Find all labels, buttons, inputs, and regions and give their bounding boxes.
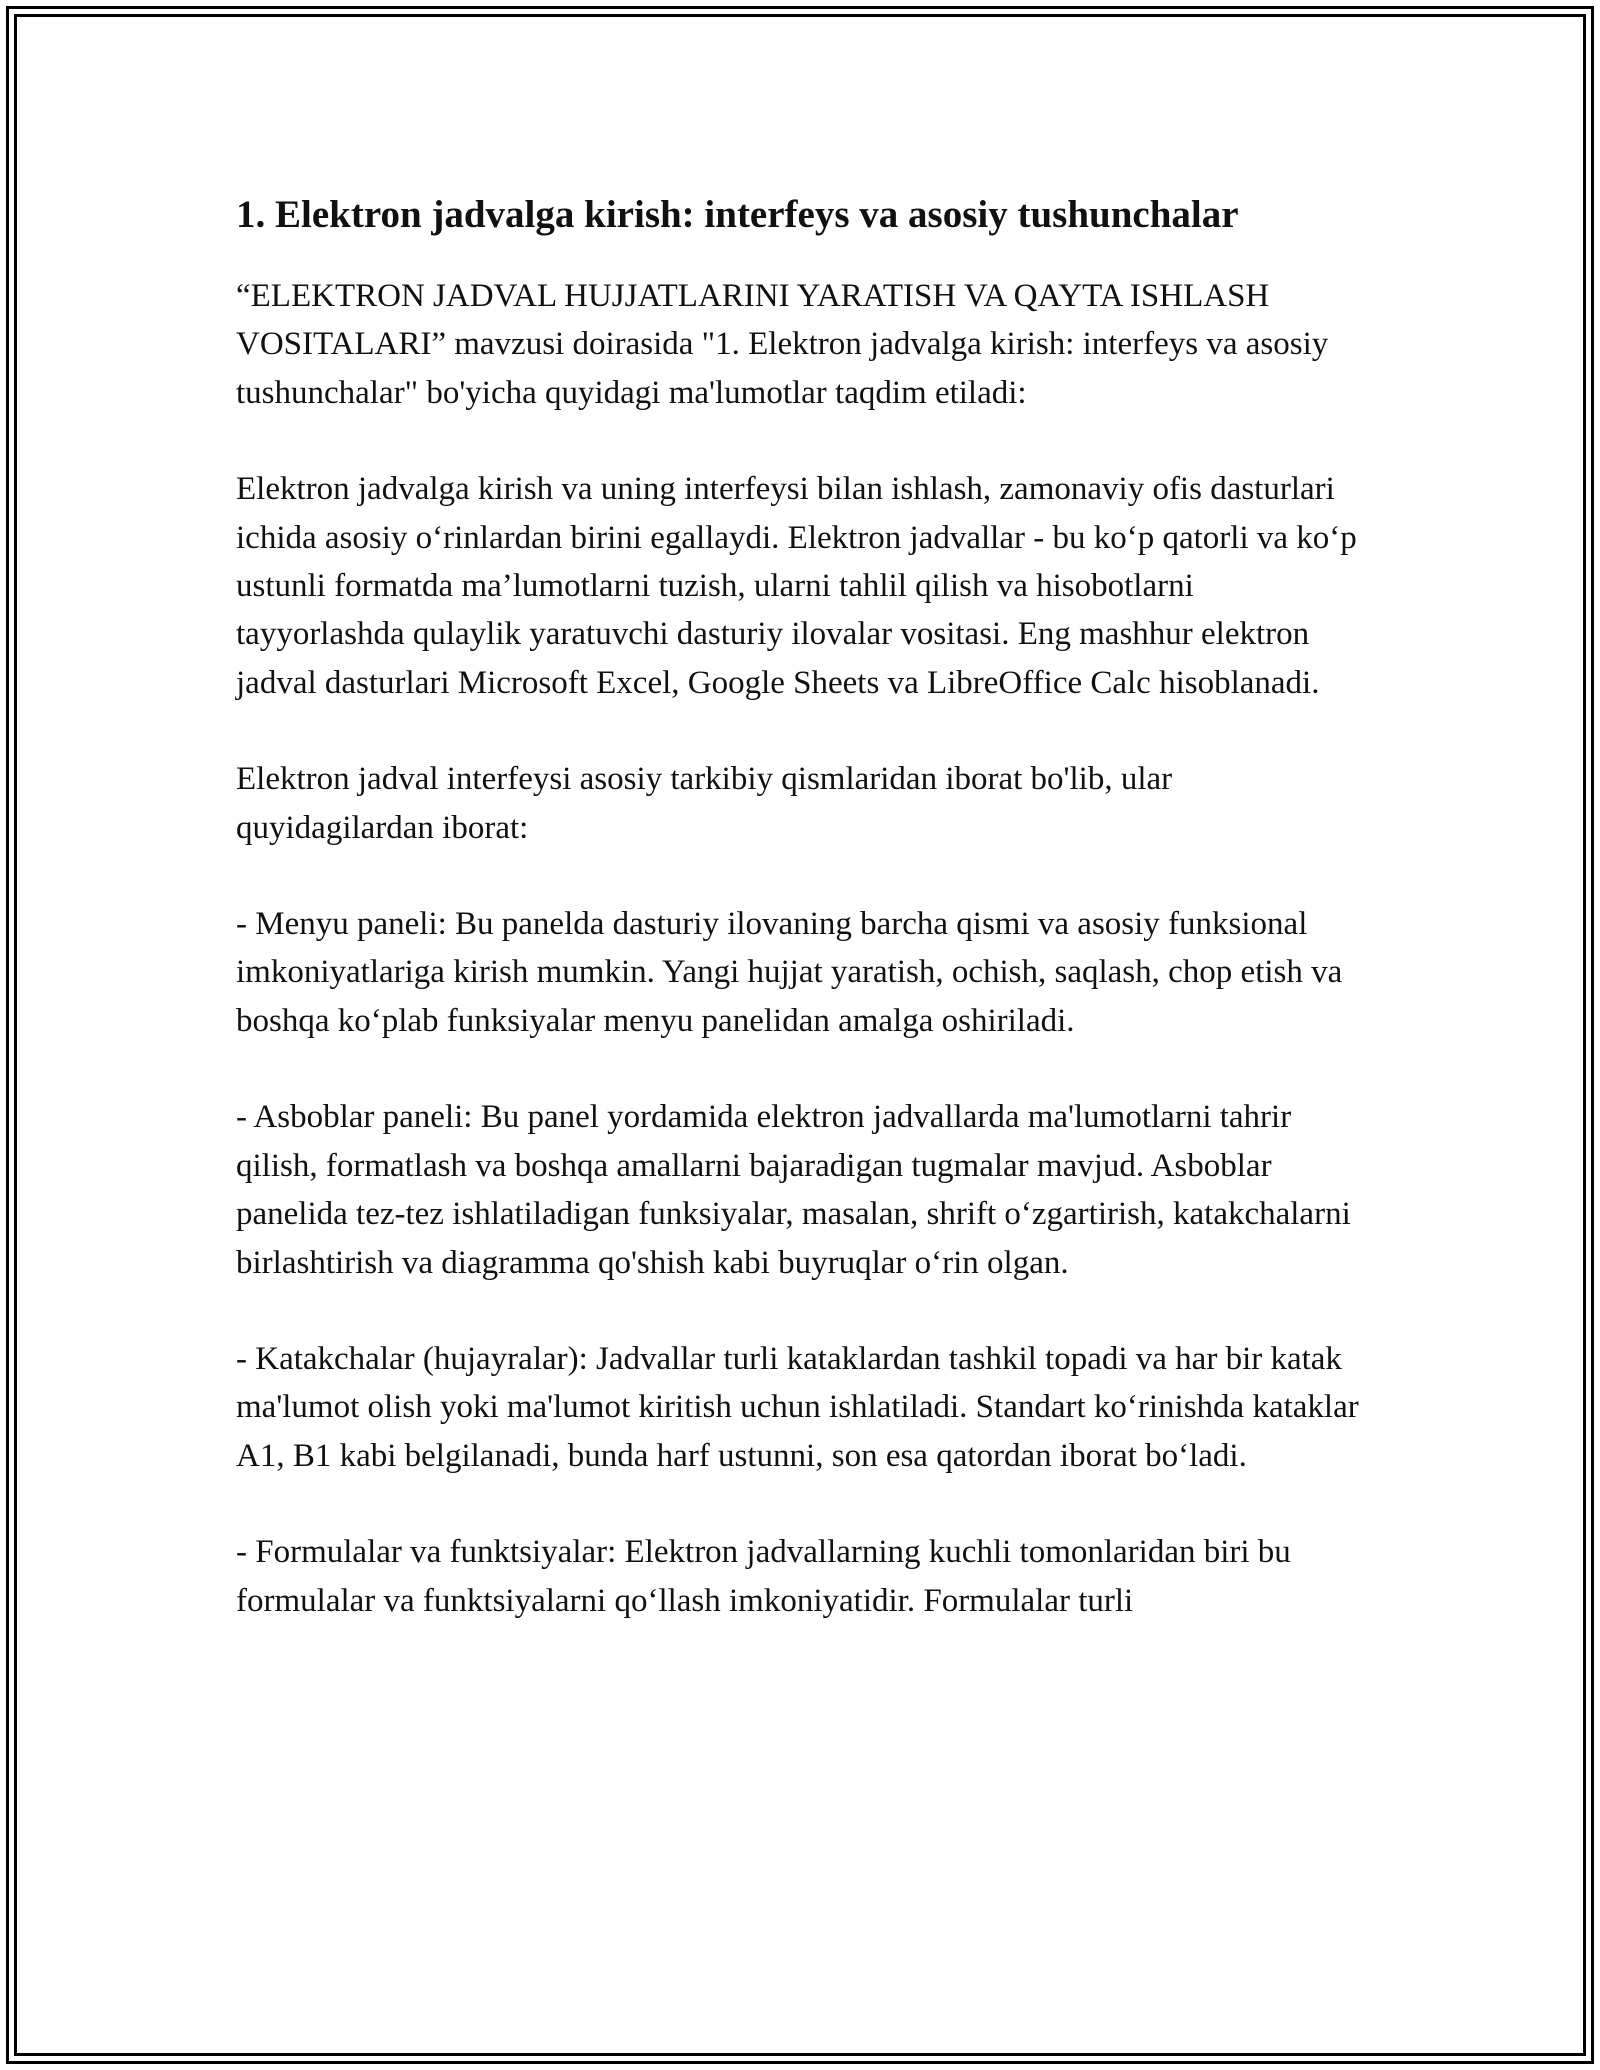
document-body (236, 188, 1366, 1673)
overview-paragraph: Elektron jadvalga kirish va uning interfeysi bilan ishlash, zamonaviy ofis dasturlari ichida asosiy o‘rinlardan birini egallaydi. Elektron jadvallar - bu ko‘p qatorli va ko‘p ustunli formatda ma’lumotlarni tuzish, ularni tahlil qilish va hisobotlarni tayyorlashda qulaylik yaratuvchi dasturiy ilovalar vositasi. Eng mashhur elektron jadval dasturlari Microsoft Excel, Google Sheets va LibreOffice Calc hisoblanadi. (236, 471, 1357, 701)
section-heading: 1. Elektron jadvalga kirish: interfeys va asosiy tushunchalar (236, 193, 1239, 236)
intro-paragraph: “ELEKTRON JADVAL HUJJATLARINI YARATISH VA QAYTA ISHLASH VOSITALARI” mavzusi doirasida "1. Elektron jadvalga kirish: interfeys va asosiy tushunchalar" bo'yicha quyidagi ma'lumotlar taqdim etiladi: (236, 278, 1329, 411)
cells-paragraph: - Katakchalar (hujayralar): Jadvallar turli kataklardan tashkil topadi va har bir katak ma'lumot olish yoki ma'lumot kiritish uchun ishlatiladi. Standart ko‘rinishda kataklar A1, B1 kabi belgilanadi, bunda harf ustunni, son esa qatordan iborat bo‘ladi. (236, 1340, 1359, 1474)
menu-panel-paragraph: - Menyu paneli: Bu panelda dasturiy ilovaning barcha qismi va asosiy funksional imkoniyatlariga kirish mumkin. Yangi hujjat yaratish, ochish, saqlash, chop etish va boshqa ko‘plab funksiyalar menyu panelidan amalga oshiriladi. (236, 906, 1343, 1039)
formulas-paragraph: - Formulalar va funktsiyalar: Elektron jadvallarning kuchli tomonlaridan biri bu formulalar va funktsiyalarni qo‘llash imkoniyatidir. Formulalar turli (236, 1534, 1291, 1619)
toolbar-paragraph: - Asboblar paneli: Bu panel yordamida elektron jadvallarda ma'lumotlarni tahrir qilish, formatlash va boshqa amallarni bajaradigan tugmalar mavjud. Asboblar panelida tez-tez ishlatiladigan funksiyalar, masalan, shrift o‘zgartirish, katakchalarni birlashtirish va diagramma qo'shish kabi buyruqlar o‘rin olgan. (236, 1099, 1351, 1281)
interface-components-paragraph: Elektron jadval interfeysi asosiy tarkibiy qismlaridan iborat bo'lib, ular quyidagilardan iborat: (236, 761, 1173, 846)
